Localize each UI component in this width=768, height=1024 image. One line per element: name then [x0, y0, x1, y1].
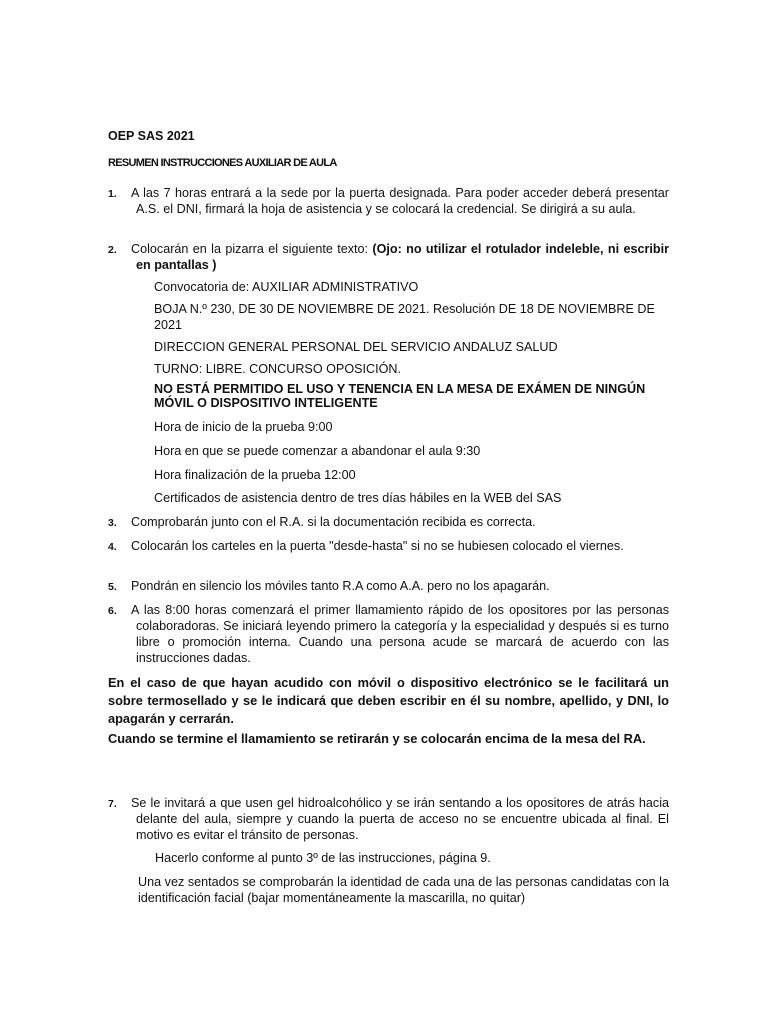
list-item-number: 6.: [108, 605, 117, 617]
board-certificados: Certificados de asistencia dentro de tres días hábiles en la WEB del SAS: [154, 491, 562, 505]
paragraph-movil: En el caso de que hayan acudido con móvil o dispositivo electrónico se le facilitará un sobre termosellado y se le indicará que deben escribir en él su nombre, apellido, y DNI, lo apagarán y cerrarán.: [108, 675, 669, 726]
list-item: [108, 514, 669, 530]
list-item: [108, 241, 669, 273]
list-item: [108, 185, 669, 217]
list-item-number: 5.: [108, 581, 117, 593]
board-direccion: DIRECCION GENERAL PERSONAL DEL SERVICIO ANDALUZ SALUD: [154, 340, 558, 354]
list-item-text: A las 7 horas entrará a la sede por la puerta designada. Para poder acceder deberá presentar A.S. el DNI, firmará la hoja de asistencia y se colocará la credencial. Se dirigirá a su aula.: [131, 186, 669, 216]
paragraph-identidad: Una vez sentados se comprobarán la identidad de cada una de las personas candidatas con la identificación facial (bajar momentáneamente la mascarilla, no quitar): [138, 875, 669, 905]
list-item-number: 7.: [108, 798, 117, 810]
list-item-text: A las 8:00 horas comenzará el primer llamamiento rápido de los opositores por las personas colaboradoras. Se iniciará leyendo primero la categoría y la especialidad y después si es turno libre o promoción interna. Cuando una persona acude se marcará de acuerdo con las instrucciones dadas.: [131, 603, 669, 665]
list-item-text: [131, 241, 669, 273]
board-abandonar: Hora en que se puede comenzar a abandonar el aula 9:30: [154, 444, 481, 458]
paragraph-hacerlo: Hacerlo conforme al punto 3º de las instrucciones, página 9.: [155, 851, 491, 865]
board-prohibido: NO ESTÁ PERMITIDO EL USO Y TENENCIA EN LA MESA DE EXÁMEN DE NINGÚN MÓVIL O DISPOSITIVO INTELIGENTE: [154, 382, 646, 410]
list-item-text: Pondrán en silencio los móviles tanto R.A como A.A. pero no los apagarán.: [131, 579, 550, 593]
list-item-text: Colocarán los carteles en la puerta "desde-hasta" si no se hubiesen colocado el viernes.: [131, 539, 624, 553]
board-boja: BOJA N.º 230, DE 30 DE NOVIEMBRE DE 2021. Resolución DE 18 DE NOVIEMBRE DE 2021: [154, 302, 655, 332]
list-item-text-plain: Colocarán en la pizarra el siguiente texto:: [131, 242, 373, 256]
list-item-text-bold: (Ojo: no utilizar el rotulador indeleble, ni escribir en pantallas ): [136, 242, 669, 272]
board-convocatoria: Convocatoria de: AUXILIAR ADMINISTRATIVO: [154, 280, 419, 294]
document-subtitle: RESUMEN INSTRUCCIONES AUXILIAR DE AULA: [108, 157, 337, 169]
list-item-number: 4.: [108, 541, 117, 553]
list-item: [108, 602, 669, 666]
list-item: [108, 538, 669, 554]
paragraph-llamamiento: Cuando se termine el llamamiento se retirarán y se colocarán encima de la mesa del RA.: [108, 731, 646, 746]
list-item-text: Se le invitará a que usen gel hidroalcohólico y se irán sentando a los opositores de atrás hacia delante del aula, siempre y cuando la puerta de acceso no se encuentre ubicada al final. El motivo es evitar el tránsito de personas.: [131, 796, 669, 842]
list-item-number: 2.: [108, 244, 117, 256]
document-title: OEP SAS 2021: [108, 129, 195, 143]
board-turno: TURNO: LIBRE. CONCURSO OPOSICIÓN.: [154, 362, 402, 376]
list-item: [108, 578, 669, 594]
list-item: [108, 795, 669, 843]
list-item-text: Comprobarán junto con el R.A. si la documentación recibida es correcta.: [131, 515, 536, 529]
board-inicio: Hora de inicio de la prueba 9:00: [154, 420, 333, 434]
board-finalizacion: Hora finalización de la prueba 12:00: [154, 468, 356, 482]
list-item-number: 1.: [108, 188, 117, 200]
list-item-number: 3.: [108, 517, 117, 529]
